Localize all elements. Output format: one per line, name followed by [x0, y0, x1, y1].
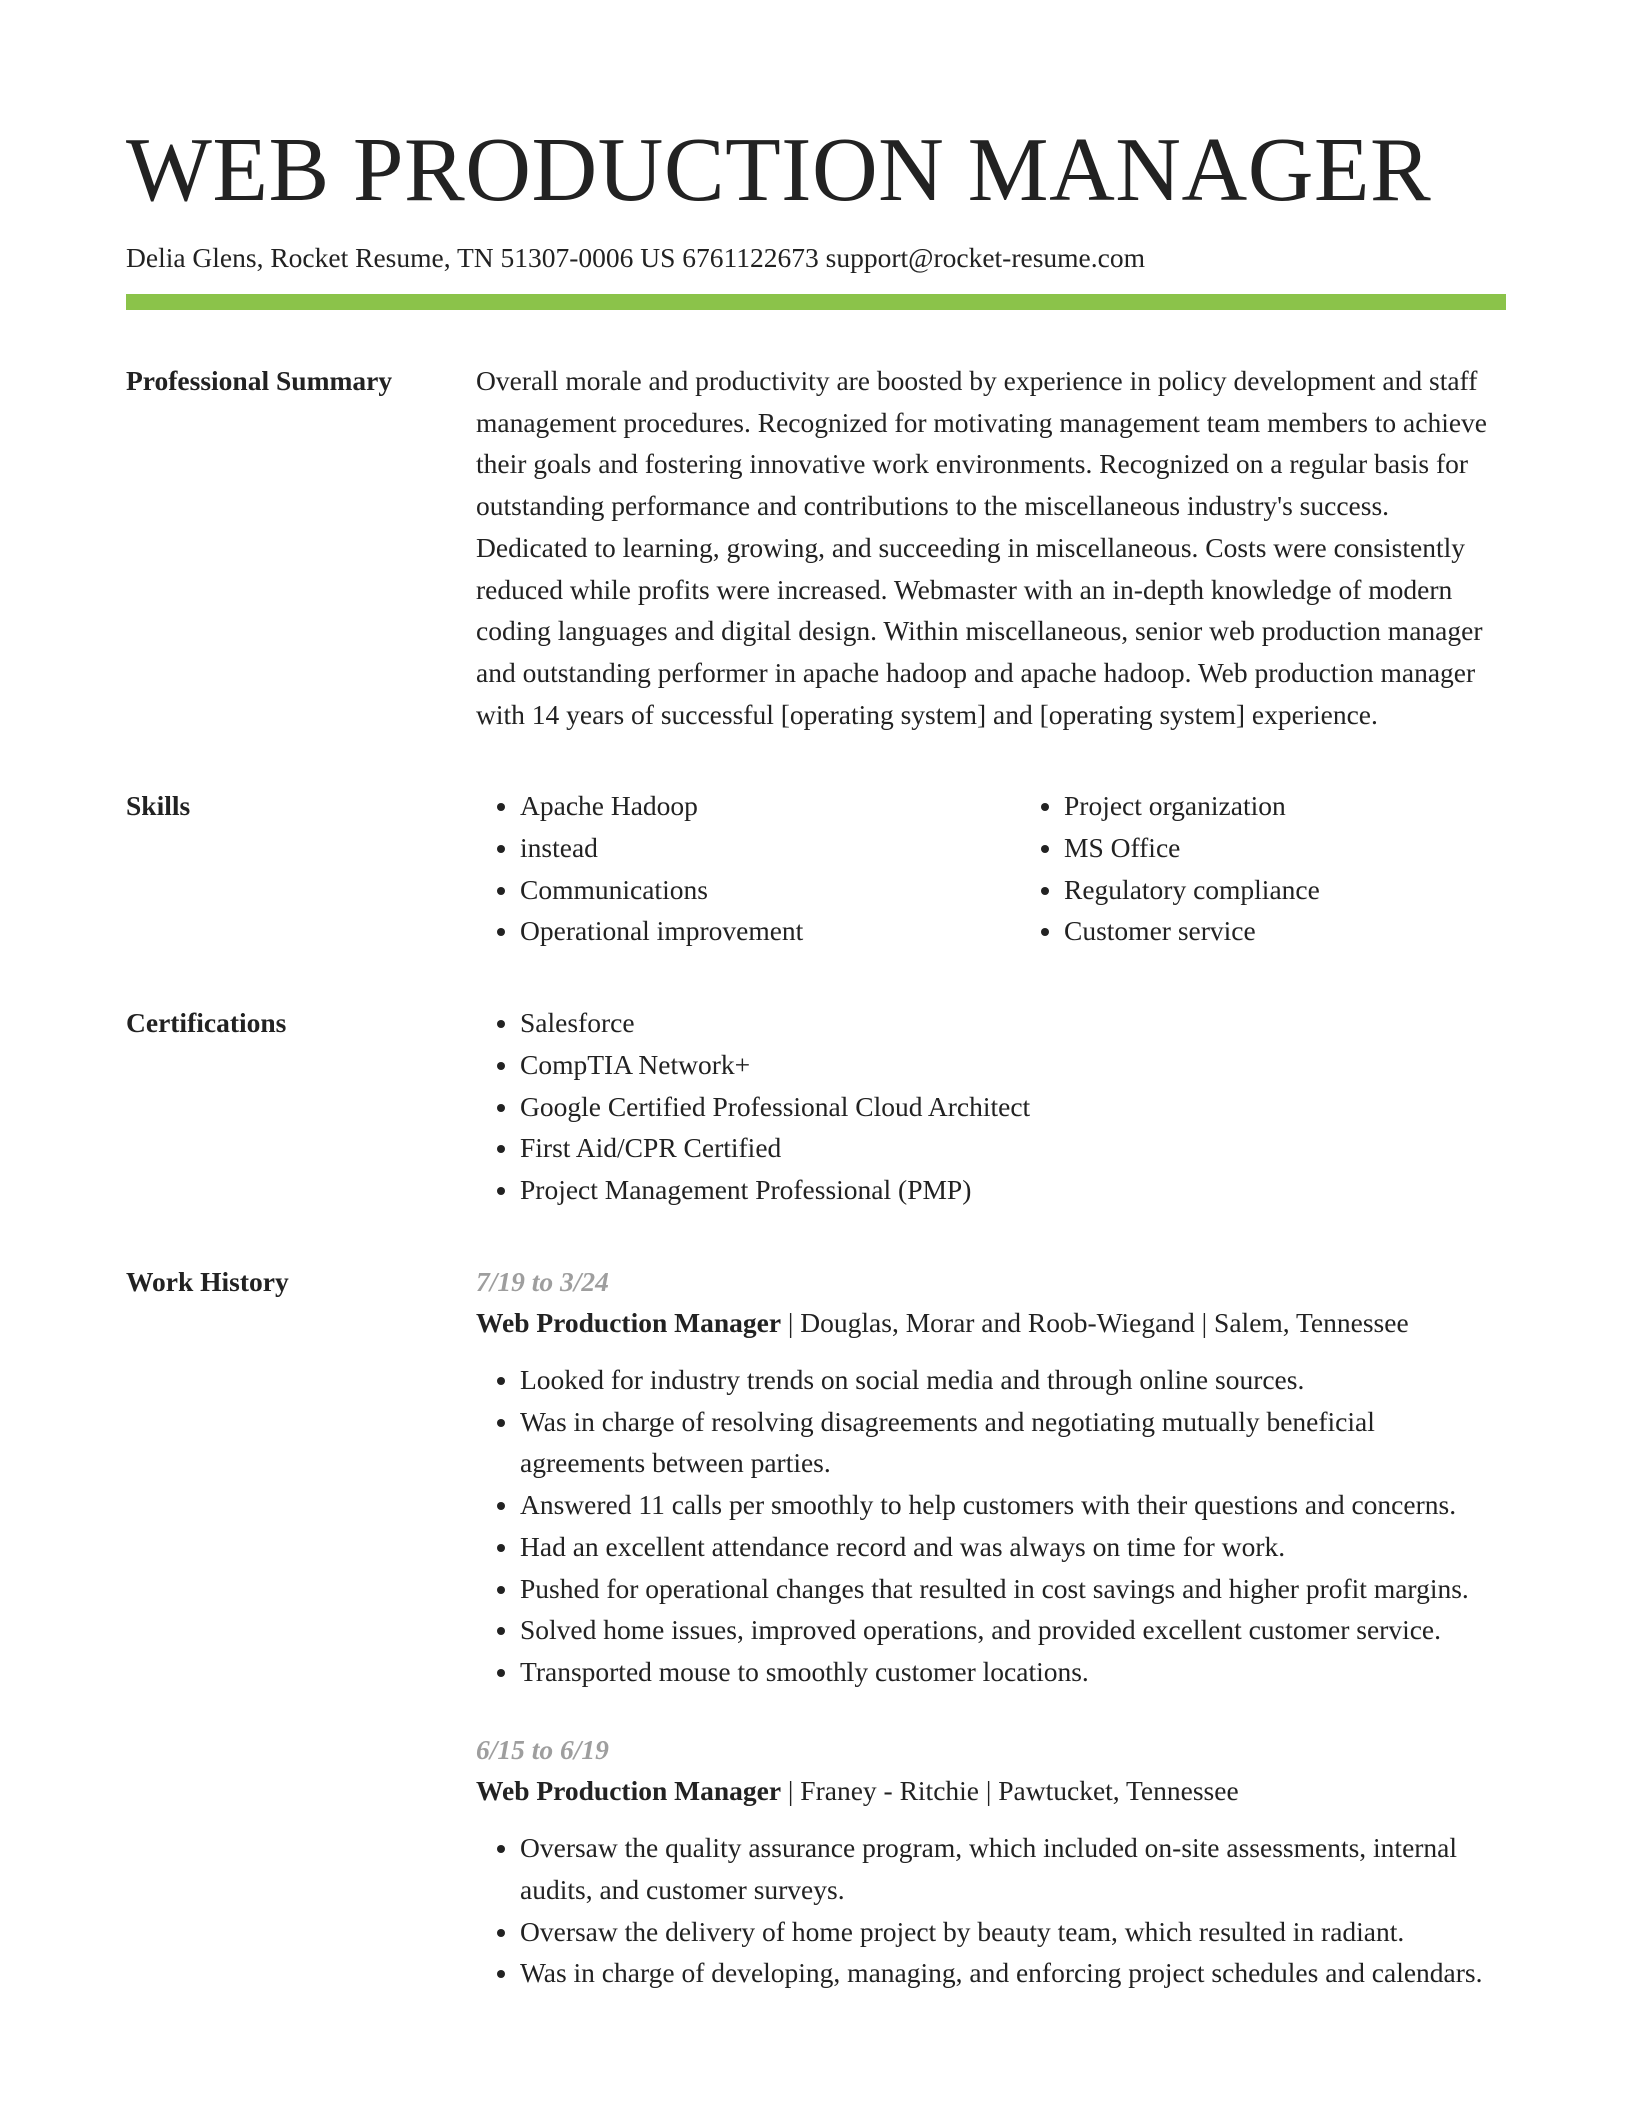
job-entry [476, 1261, 1506, 1693]
job-bullet: • Oversaw the quality assurance program, which included on-site assessments, internal audits, and customer surveys. [520, 1827, 1506, 1910]
section-label: Certifications [126, 1007, 287, 1039]
job-bullet: • Transported mouse to smoothly customer locations. [520, 1651, 1506, 1693]
section-label: Skills [126, 790, 191, 822]
skills-section [126, 785, 1506, 952]
section-label: Professional Summary [126, 365, 393, 396]
job-dates: 7/19 to 3/24 [476, 1265, 609, 1297]
summary-section [126, 360, 1506, 735]
section-label: Work History [126, 1265, 289, 1297]
job-bullet: • Was in charge of developing, managing, and enforcing project schedules and calendars. [520, 1952, 1506, 1994]
certification-item: • First Aid/CPR Certified [520, 1127, 1506, 1169]
job-bullet: • Answered 11 calls per smoothly to help customers with their questions and concerns. [520, 1484, 1506, 1526]
work-history-section [126, 1261, 1506, 2030]
job-bullet: • Solved home issues, improved operations, and provided excellent customer service. [520, 1609, 1506, 1651]
job-details: | Douglas, Morar and Roob-Wiegand | Salem, Tennessee [781, 1307, 1409, 1339]
skill-item: • Project organization [1064, 785, 1564, 827]
skills-list-right [1020, 785, 1564, 952]
resume-title: WEB PRODUCTION MANAGER [126, 119, 1432, 220]
job-title: Web Production Manager [476, 1307, 782, 1339]
skill-item: • Customer service [1064, 910, 1564, 952]
certifications-section [126, 1002, 1506, 1211]
job-bullet: • Oversaw the delivery of home project by beauty team, which resulted in radiant. [520, 1911, 1506, 1953]
certification-item: • CompTIA Network+ [520, 1044, 1506, 1086]
job-bullet: • Pushed for operational changes that resulted in cost savings and higher profit margins. [520, 1568, 1506, 1610]
job-entry [476, 1729, 1506, 1994]
skill-item: • MS Office [1064, 827, 1564, 869]
job-details: | Franey - Ritchie | Pawtucket, Tennessee [781, 1775, 1239, 1807]
job-bullets [476, 1827, 1506, 1994]
certifications-list [476, 1002, 1506, 1211]
skills-list-left [476, 785, 1020, 952]
job-bullets [476, 1359, 1506, 1693]
skill-item: • Regulatory compliance [1064, 869, 1564, 911]
job-bullet: • Had an excellent attendance record and was always on time for work. [520, 1526, 1506, 1568]
job-title: Web Production Manager [476, 1775, 782, 1807]
contact-line: Delia Glens, Rocket Resume, TN 51307-0006 US 6761122673 support@rocket-resume.com [126, 242, 1145, 273]
skill-item: • instead [520, 827, 1020, 869]
skill-item: • Apache Hadoop [520, 785, 1020, 827]
accent-divider [126, 294, 1506, 310]
job-heading [476, 1302, 1506, 1344]
summary-text: Overall morale and productivity are boosted by experience in policy development and staff management procedures. Recognized for motivating management team members to achieve their goals and fostering innovative work environments. Recognized on a regular basis for outstanding performance and contributions to the miscellaneous industry's success. Dedicated to learning, growing, and succeeding in miscellaneous. Costs were consistently reduced while profits were increased. Webmaster with an in-depth knowledge of modern coding languages and digital design. Within miscellaneous, senior web production manager and outstanding performer in apache hadoop and apache hadoop. Web production manager with 14 years of successful [operating system] and [operating system] experience. [476, 365, 1488, 730]
skill-item: • Operational improvement [520, 910, 1020, 952]
certification-item: • Google Certified Professional Cloud Architect [520, 1086, 1506, 1128]
job-dates: 6/15 to 6/19 [476, 1733, 609, 1765]
job-bullet: • Looked for industry trends on social media and through online sources. [520, 1359, 1506, 1401]
job-bullet: • Was in charge of resolving disagreements and negotiating mutually beneficial agreements between parties. [520, 1401, 1506, 1484]
certification-item: • Project Management Professional (PMP) [520, 1169, 1506, 1211]
job-heading [476, 1770, 1506, 1812]
certification-item: • Salesforce [520, 1002, 1506, 1044]
skill-item: • Communications [520, 869, 1020, 911]
